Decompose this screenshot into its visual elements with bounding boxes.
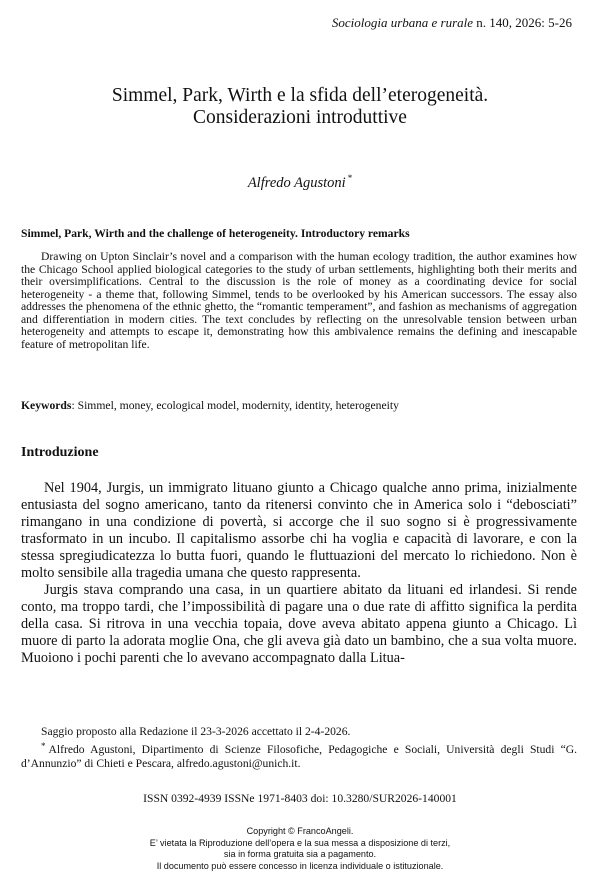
affiliation-note [21,739,577,771]
author-footnote-mark: * [347,173,353,183]
keywords-line [21,399,577,412]
journal-name: Sociologia urbana e rurale [331,15,474,30]
keywords-text: : Simmel, money, ecological model, modernity, identity, heterogeneity [71,399,399,412]
abstract [21,251,577,351]
footnotes [21,725,577,771]
copyright-line-4: Il documento può essere concesso in licenza individuale o istituzionale. [156,860,444,871]
affiliation-mark: * [41,741,46,751]
title-line-2: Considerazioni introduttive [193,107,407,128]
article-title [20,85,580,129]
body-paragraph-1: Nel 1904, Jurgis, un immigrato lituano giunto a Chicago qualche anno prima, inizialmente entusiasta del sogno americano, tanto da ritenersi convinto che in America solo i “debosciati” rimangano in una condizione di povertà, si accorge che il suo sogno si è progressivamente trasformato in un incubo. Il capitalismo assorbe chi ha voglia e capacità di lavorare, e con la stessa spregiudicatezza lo butta fuori, quando le fluttuazioni del mercato lo richiedono. Non è molto sensibile alla tragedia umana che questo rappresenta. [21,480,577,582]
title-line-1: Simmel, Park, Wirth e la sfida dell’eterogeneità. [111,85,489,106]
abstract-text: Drawing on Upton Sinclair’s novel and a comparison with the human ecology tradition, the author examines how the Chicago School applied biological categories to the study of urban settlements, highlighting both their merits and their oversimplifications. Central to the discussion is the role of money as a coordinating device for social heterogeneity - a theme that, following Simmel, tends to be overlooked by his American successors. The essay also addresses the phenomena of the ethnic ghetto, the “romantic temperament”, and fashion as mechanisms of aggregation and differentiation in modern cities. The text concludes by reflecting on the unresolvable tension between urban heterogeneity and attempts to escape it, demonstrating how this ambivalence remains the defining and inescapable feature of metropolitan life. [21,250,577,351]
section-heading: Introduzione [21,445,99,460]
affiliation-text: Alfredo Agustoni, Dipartimento di Scienze Filosofiche, Pedagogiche e Sociali, Università degli Studi “G. d’Annunzio” di Chieti e Pescara, alfredo.agustoni@unich.it. [21,743,577,770]
copyright-line-1: Copyright © FrancoAngeli. [246,826,354,836]
author-name: Alfredo Agustoni [247,175,346,191]
copyright-line-2: E’ vietata la Riproduzione dell’opera e la sua messa a disposizione di terzi, [149,837,451,848]
english-title: Simmel, Park, Wirth and the challenge of heterogeneity. Introductory remarks [21,227,410,240]
issn-doi-line: ISSN 0392-4939 ISSNe 1971-8403 doi: 10.3280/SUR2026-140001 [143,792,457,805]
body-text [21,480,577,668]
submission-note: Saggio proposto alla Redazione il 23-3-2026 accettato il 2-4-2026. [41,725,351,738]
copyright-notice [0,826,600,872]
author-line [0,173,600,192]
body-paragraph-2: Jurgis stava comprando una casa, in un quartiere abitato da lituani ed irlandesi. Si rende conto, ma troppo tardi, che l’impossibilità di pagare una o due rate di affitto significa la perdita della casa. Si ritrova in una vecchia topaia, dove aveva abitato appena giunto a Chicago. Lì muore di parto la adorata moglie Ona, che gli aveva già dato un bambino, che a sua volta muore. Muoiono i pochi parenti che lo avevano accompagnato dalla Litua- [21,582,577,667]
keywords-label: Keywords [21,399,72,412]
issue-info: n. 140, 2026: 5-26 [473,15,572,30]
copyright-line-3: sia in forma gratuita sia a pagamento. [223,849,377,859]
running-header [332,15,572,31]
